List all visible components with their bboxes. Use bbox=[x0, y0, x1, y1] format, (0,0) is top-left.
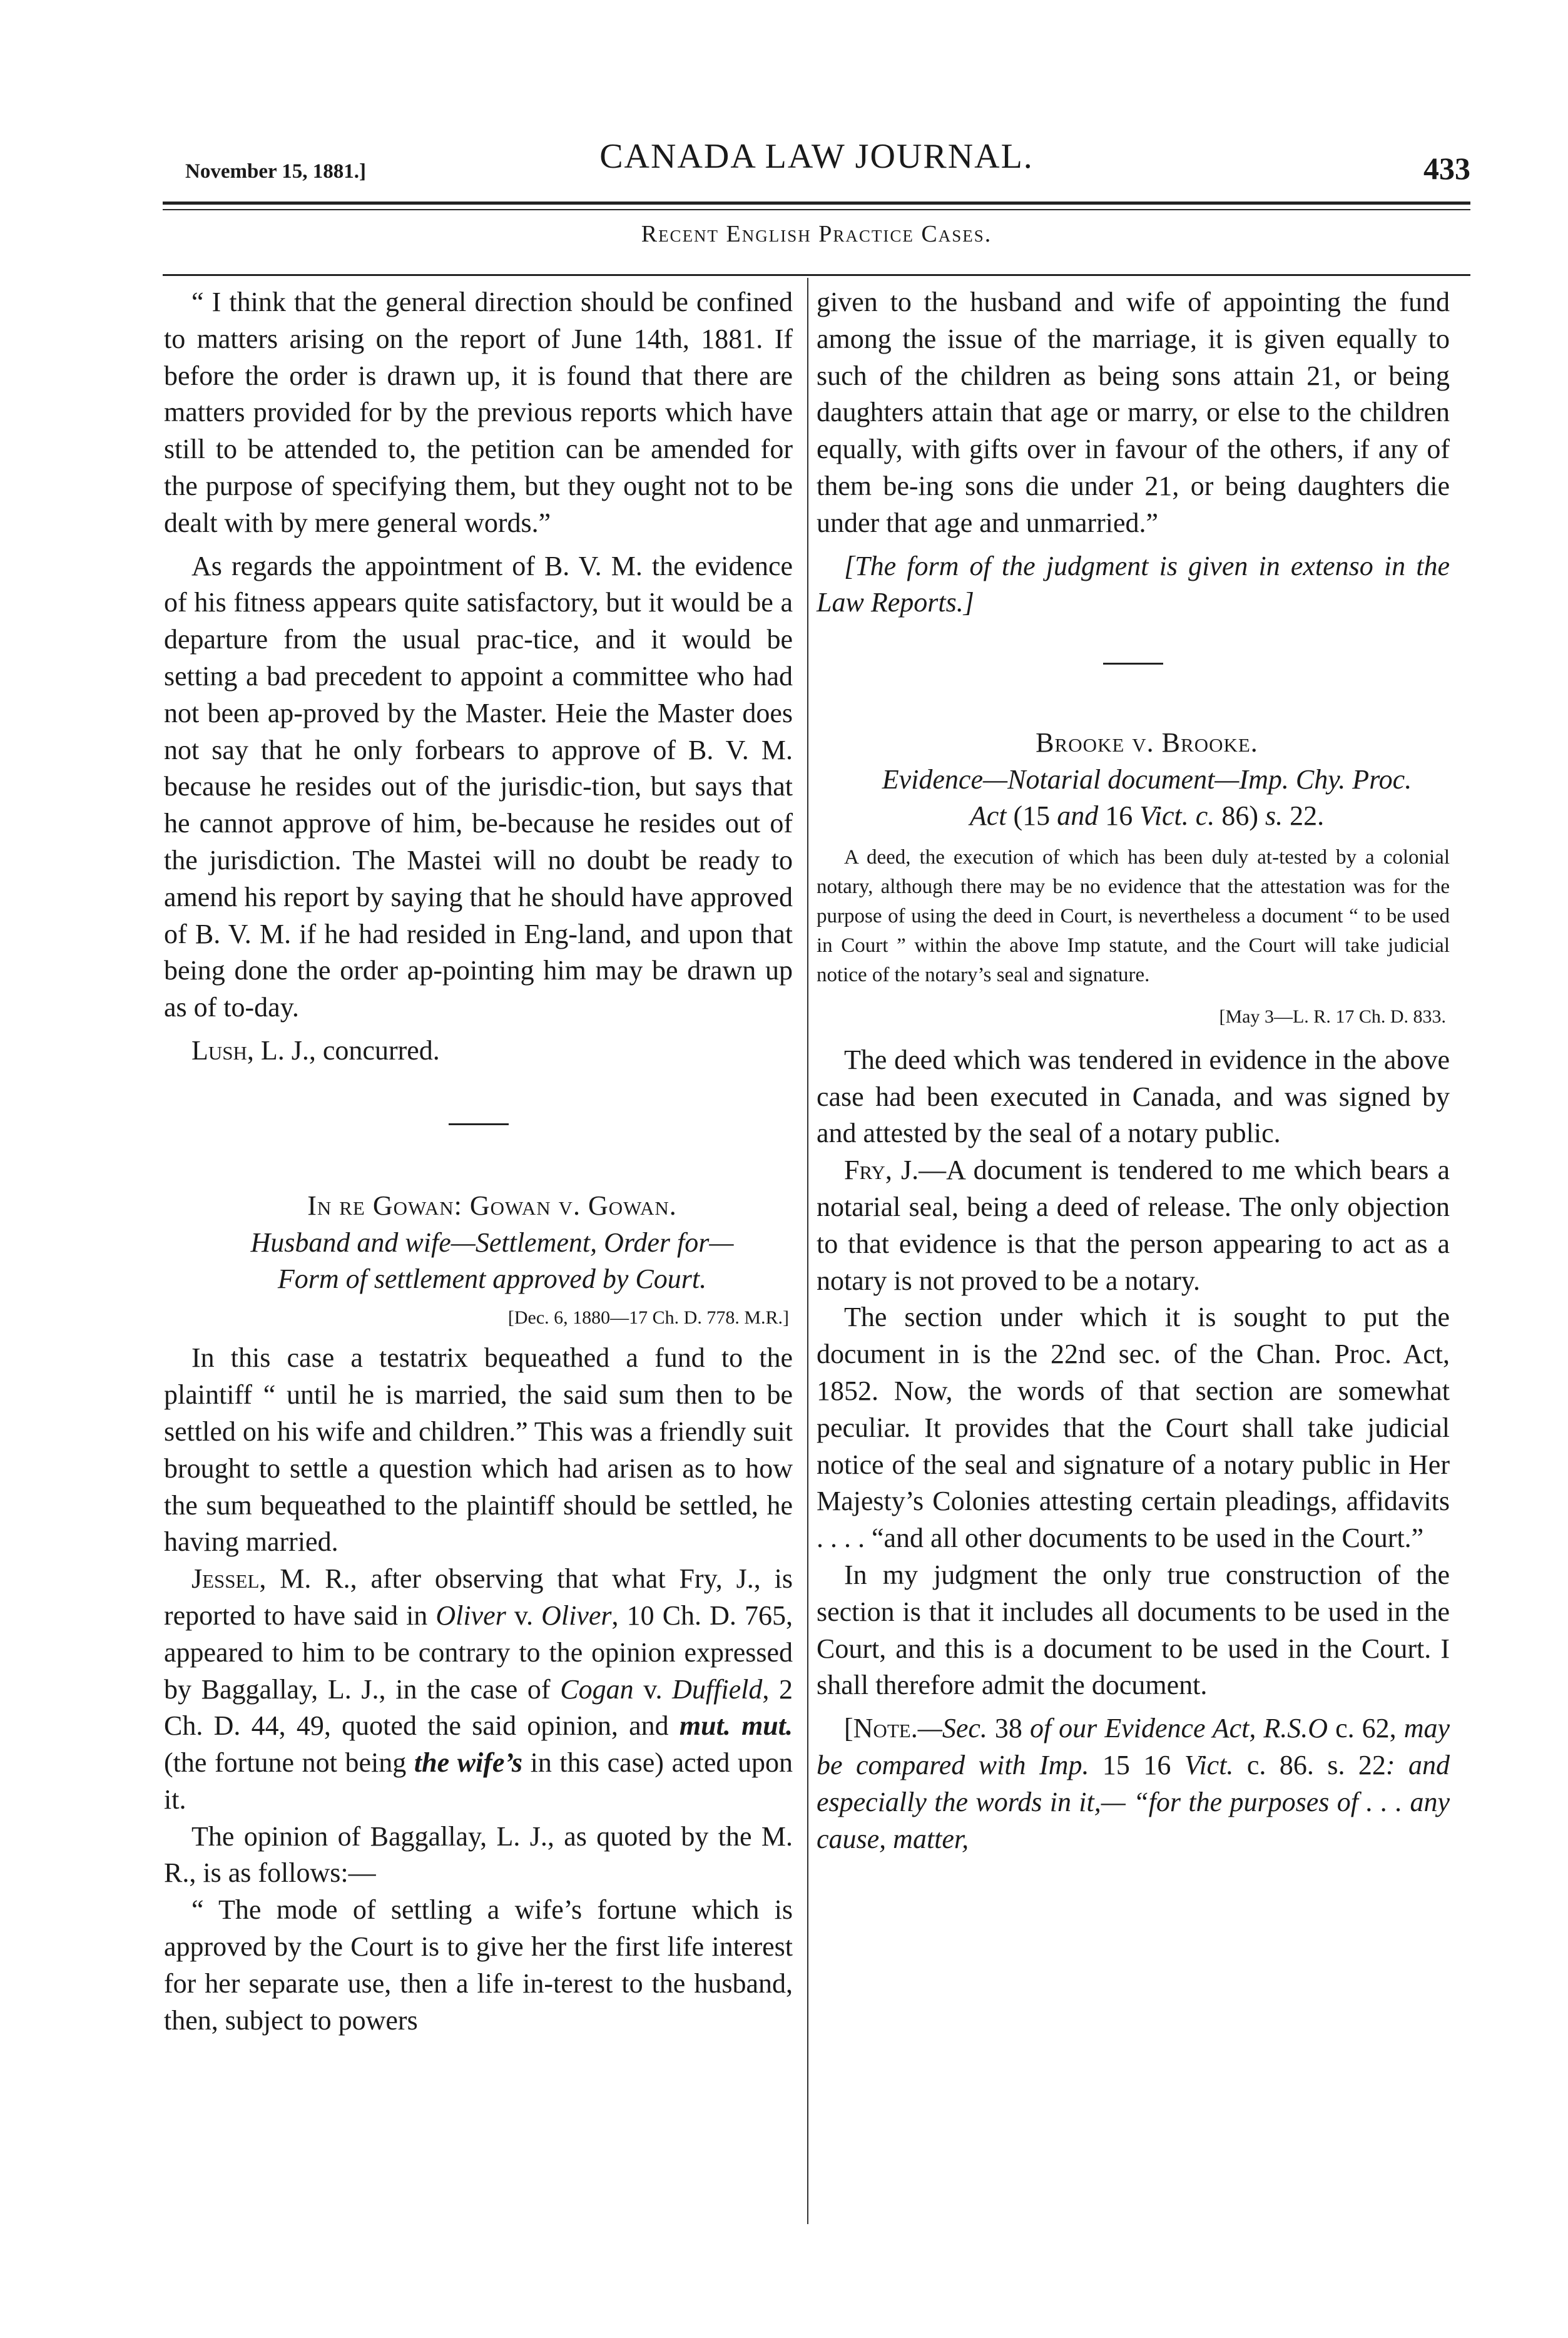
case-title-brooke: Brooke v. Brooke. bbox=[1036, 727, 1258, 758]
case-subtitle: Form of settlement approved by Court. bbox=[277, 1263, 707, 1294]
left-column bbox=[164, 284, 793, 2039]
case-facts-paragraph: In this case a testatrix bequeathed a fund to the plaintiff “ until he is married, the said sum then to be settled on his wife and children.” This was a friendly suit brought to settle a question which had arisen as to how the sum bequeathed to the plaintiff should be settled, he having married. bbox=[164, 1342, 793, 1558]
page-number: 433 bbox=[1423, 151, 1470, 186]
issue-date: November 15, 1881.] bbox=[185, 160, 367, 183]
appointment-paragraph: As regards the appointment of B. V. M. the evidence of his fitness appears quite satisfactory, but it would be a departure from the usual prac-tice, and it would be setting a bad precedent to appoint a committee who had not been ap-proved by the Master. Heie the Master does not say that he only forbears to approve of B. V. M. because he resides out of the jurisdic-tion, but says that he cannot approve of him, be-because he resides out of the jurisdiction. The Mastei will no doubt be ready to amend his report by saying that he should have approved of B. V. M. if he had resided in Eng-land, and upon that being done the order ap-pointing him may be drawn up as of to-day. bbox=[164, 550, 793, 1023]
case-headnote: A deed, the execution of which has been duly at-tested by a colonial notary, although there may be no evidence that the attestation was for the purpose of using the deed in Court, is nevertheless a document “ to be used in Court ” within the above Imp statute, and the Court will take judicial notice of the notary’s seal and signature. bbox=[817, 845, 1450, 986]
journal-title: CANADA LAW JOURNAL. bbox=[599, 137, 1034, 176]
column-divider bbox=[807, 278, 808, 2224]
baggallay-intro-paragraph: The opinion of Baggallay, L. J., as quoted by the M. R., is as follows:— bbox=[164, 1820, 793, 1889]
section-title: Recent English Practice Cases. bbox=[641, 221, 992, 247]
quoted-judgment-paragraph: “ I think that the general direction should be confined to matters arising on the report of June 14th, 1881. If before the order is drawn up, it is found that there are matters provided for by the previous reports which have still to be attended to, the petition can be amended for the purpose of specifying them, but they ought not to be dealt with by mere general words.” bbox=[164, 287, 793, 538]
running-header bbox=[163, 125, 1470, 194]
judgment-paragraph: In my judgment the only true construction of the section is that it includes all documents to be used in the Court, and this is a document to be used in the Court. I shall therefore admit the document. bbox=[817, 1559, 1450, 1701]
fry-paragraph: Fry, J.—A document is tendered to me which bears a notarial seal, being a deed of release. The only objection to that evidence is that the person appearing to act as a notary is not proved to be a notary. bbox=[817, 1155, 1450, 1296]
section-rule bbox=[163, 274, 1470, 276]
jessel-paragraph: Jessel, M. R., after observing that what Fry, J., is reported to have said in Oliver v. Oliver, 10 Ch. D. 765, appeared to him to be contrary to the opinion expressed by Baggallay, L. J., in the case of Cogan v. Duffield, 2 Ch. D. 44, 49, quoted the said opinion, and mut. mut. (the fortune not being the wife’s in this case) acted upon it. bbox=[164, 1563, 793, 1815]
facts-paragraph: The deed which was tendered in evidence in the above case had been executed in Canada, and was signed by and attested by the seal of a notary public. bbox=[817, 1044, 1450, 1149]
case-subtitle: Husband and wife—Settlement, Order for— bbox=[250, 1227, 734, 1258]
case-citation: [Dec. 6, 1880—17 Ch. D. 778. M.R.] bbox=[507, 1307, 789, 1328]
quote-continuation-paragraph: given to the husband and wife of appointing the fund among the issue of the marriage, it is given equally to such of the children as being sons attain 21, or being daughters attain that age or marry, or else to the children equally, with gifts over in favour of the others, if any of them be-ing sons die under 21, or being daughters die under that age and unmarried.” bbox=[817, 287, 1450, 538]
section-paragraph: The section under which it is sought to put the document in is the 22nd sec. of the Chan. Proc. Act, 1852. Now, the words of that section are somewhat peculiar. It provides that the Court shall take judicial notice of the seal and signature of a notary public in Her Majesty’s Colonies attesting certain pleadings, affidavits . . . . “and all other documents to be used in the Court.” bbox=[817, 1302, 1450, 1554]
case-subtitle: Evidence—Notarial document—Imp. Chy. Proc. bbox=[882, 763, 1412, 795]
header-rule-thin bbox=[163, 209, 1470, 210]
baggallay-quote-paragraph: “ The mode of settling a wife’s fortune which is approved by the Court is to give her the first life interest for her separate use, then a life in-terest to the husband, then, subject to powers bbox=[164, 1894, 793, 2036]
header-rule-thick bbox=[163, 202, 1470, 205]
concurrence-paragraph: Lush, L. J., concurred. bbox=[191, 1034, 440, 1066]
case-subtitle: Act (15 and 16 Vict. c. 86) s. 22. bbox=[969, 800, 1325, 831]
right-column bbox=[817, 284, 1450, 1857]
judge-name: Lush, L. J. bbox=[191, 1034, 309, 1066]
note-paragraph: [Note.—Sec. 38 of our Evidence Act, R.S.O c. 62, may be compared with Imp. 15 16 Vict. c. 86. s. 22: and especially the words in it,— “for the purposes of . . . any cause, matter, bbox=[817, 1713, 1450, 1854]
case-title-gowan: In re Gowan: Gowan v. Gowan. bbox=[307, 1190, 677, 1221]
case-citation: [May 3—L. R. 17 Ch. D. 833. bbox=[1219, 1006, 1446, 1027]
editorial-note: [The form of the judgment is given in extenso in the Law Reports.] bbox=[817, 550, 1450, 618]
